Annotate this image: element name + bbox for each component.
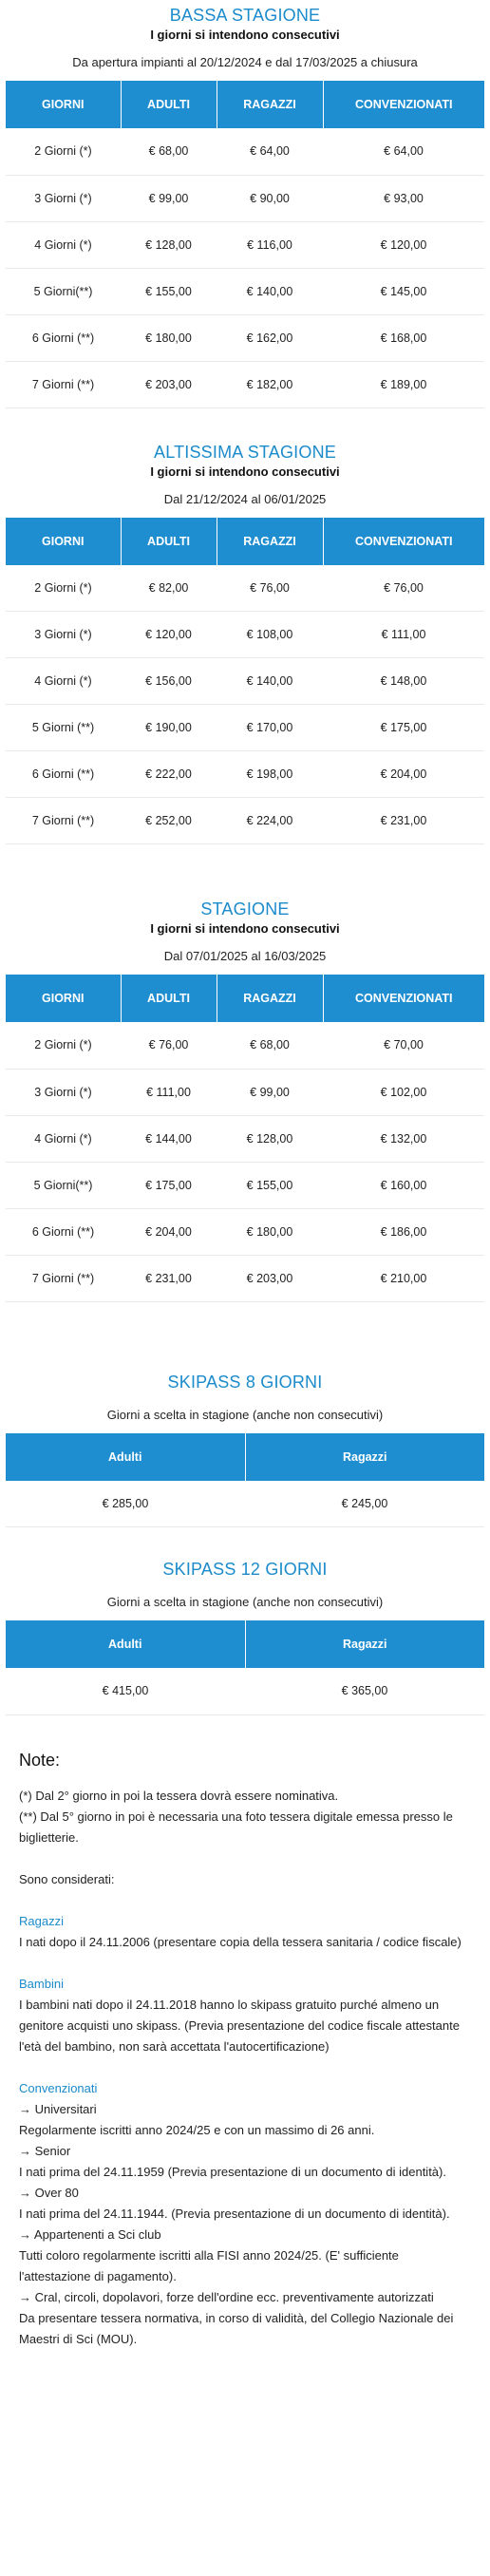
cell-days: 3 Giorni (*) <box>6 612 121 658</box>
col-header-giorni: GIORNI <box>6 518 121 565</box>
cell-ragazzi: € 140,00 <box>217 658 323 705</box>
notes-section <box>6 1750 484 2350</box>
cell-days: 3 Giorni (*) <box>6 175 121 221</box>
cell-adulti: € 82,00 <box>121 565 217 612</box>
cell-ragazzi: € 76,00 <box>217 565 323 612</box>
cell-days: 7 Giorni (**) <box>6 361 121 407</box>
cell-adulti: € 128,00 <box>121 221 217 268</box>
cell-convenzionati: € 111,00 <box>323 612 484 658</box>
cell-convenzionati: € 148,00 <box>323 658 484 705</box>
cell-days: 5 Giorni(**) <box>6 1162 121 1208</box>
cell-days: 5 Giorni (**) <box>6 705 121 751</box>
table-row <box>6 1668 484 1714</box>
cell-ragazzi: € 170,00 <box>217 705 323 751</box>
cell-days: 2 Giorni (*) <box>6 565 121 612</box>
cell-days: 3 Giorni (*) <box>6 1069 121 1115</box>
table-header-row <box>6 975 484 1022</box>
table-row <box>6 1115 484 1162</box>
table-header-row <box>6 518 484 565</box>
col-header-ragazzi: Ragazzi <box>245 1620 484 1668</box>
cell-days: 4 Giorni (*) <box>6 221 121 268</box>
cell-ragazzi: € 224,00 <box>217 798 323 844</box>
cell-ragazzi: € 180,00 <box>217 1208 323 1255</box>
cell-ragazzi: € 64,00 <box>217 128 323 175</box>
cell-convenzionati: € 204,00 <box>323 751 484 798</box>
cell-days: 5 Giorni(**) <box>6 268 121 314</box>
cell-ragazzi: € 155,00 <box>217 1162 323 1208</box>
section-bassa-stagione <box>6 0 484 408</box>
cell-days: 4 Giorni (*) <box>6 658 121 705</box>
section-dates: Da apertura impianti al 20/12/2024 e dal 17/03/2025 a chiusura <box>72 55 418 69</box>
table-row <box>6 1208 484 1255</box>
col-header-adulti: Adulti <box>6 1433 245 1481</box>
cell-days: 6 Giorni (**) <box>6 1208 121 1255</box>
cell-adulti: € 156,00 <box>121 658 217 705</box>
category-text-ragazzi: I nati dopo il 24.11.2006 (presentare copia della tessera sanitaria / codice fiscale) <box>19 1934 462 1949</box>
cell-adulti: € 111,00 <box>121 1069 217 1115</box>
conv-line: → Appartenenti a Sci club <box>19 2226 161 2242</box>
notes-heading: Note: <box>19 1750 61 1770</box>
col-header-convenzionati: CONVENZIONATI <box>323 975 484 1022</box>
table-row <box>6 1022 484 1069</box>
section-subtitle: I giorni si intendono consecutivi <box>150 28 340 42</box>
cell-ragazzi: € 140,00 <box>217 268 323 314</box>
col-header-giorni: GIORNI <box>6 81 121 128</box>
col-header-adulti: Adulti <box>6 1620 245 1668</box>
section-title: SKIPASS 12 GIORNI <box>162 1560 328 1579</box>
col-header-adulti: ADULTI <box>121 81 217 128</box>
table-row <box>6 751 484 798</box>
cell-adulti: € 285,00 <box>6 1481 245 1527</box>
table-row <box>6 798 484 844</box>
table-row <box>6 221 484 268</box>
cell-days: 7 Giorni (**) <box>6 798 121 844</box>
price-table-skipass-8 <box>6 1433 484 1528</box>
col-header-ragazzi: RAGAZZI <box>217 81 323 128</box>
cell-days: 6 Giorni (**) <box>6 314 121 361</box>
section-subtitle: I giorni si intendono consecutivi <box>150 464 340 479</box>
cell-adulti: € 68,00 <box>121 128 217 175</box>
table-row <box>6 361 484 407</box>
category-title-ragazzi: Ragazzi <box>19 1913 64 1928</box>
table-row <box>6 565 484 612</box>
cell-adulti: € 222,00 <box>121 751 217 798</box>
cell-ragazzi: € 116,00 <box>217 221 323 268</box>
cell-adulti: € 120,00 <box>121 612 217 658</box>
cell-adulti: € 144,00 <box>121 1115 217 1162</box>
cell-ragazzi: € 198,00 <box>217 751 323 798</box>
section-title: ALTISSIMA STAGIONE <box>154 442 336 462</box>
cell-adulti: € 190,00 <box>121 705 217 751</box>
table-row <box>6 268 484 314</box>
conv-line: Tutti coloro regolarmente iscritti alla FISI anno 2024/25. (E' sufficiente l'attestazione di pagamento). <box>19 2247 399 2283</box>
section-title: STAGIONE <box>200 900 290 919</box>
price-table-stagione <box>6 975 484 1302</box>
cell-convenzionati: € 120,00 <box>323 221 484 268</box>
section-skipass-12 <box>6 1560 484 1715</box>
cell-adulti: € 252,00 <box>121 798 217 844</box>
section-title: SKIPASS 8 GIORNI <box>167 1372 323 1392</box>
price-table-skipass-12 <box>6 1620 484 1715</box>
section-dates: Dal 21/12/2024 al 06/01/2025 <box>163 491 327 506</box>
cell-days: 6 Giorni (**) <box>6 751 121 798</box>
price-table-altissima <box>6 518 484 845</box>
cell-adulti: € 231,00 <box>121 1255 217 1301</box>
section-skipass-8 <box>6 1373 484 1528</box>
cell-convenzionati: € 93,00 <box>323 175 484 221</box>
section-description: Giorni a scelta in stagione (anche non consecutivi) <box>106 1407 384 1422</box>
table-header-row <box>6 1620 484 1668</box>
cell-ragazzi: € 365,00 <box>245 1668 484 1714</box>
cell-convenzionati: € 210,00 <box>323 1255 484 1301</box>
col-header-adulti: ADULTI <box>121 975 217 1022</box>
cell-adulti: € 155,00 <box>121 268 217 314</box>
table-row <box>6 314 484 361</box>
cell-adulti: € 415,00 <box>6 1668 245 1714</box>
cell-ragazzi: € 182,00 <box>217 361 323 407</box>
cell-adulti: € 204,00 <box>121 1208 217 1255</box>
table-header-row <box>6 81 484 128</box>
cell-ragazzi: € 68,00 <box>217 1022 323 1069</box>
conv-line: I nati prima del 24.11.1959 (Previa presentazione di un documento di identità). <box>19 2164 446 2179</box>
cell-ragazzi: € 99,00 <box>217 1069 323 1115</box>
conv-line: Regolarmente iscritti anno 2024/25 e con un massimo di 26 anni. <box>19 2122 375 2137</box>
cell-adulti: € 99,00 <box>121 175 217 221</box>
cell-convenzionati: € 186,00 <box>323 1208 484 1255</box>
table-row <box>6 705 484 751</box>
section-title: BASSA STAGIONE <box>169 6 321 25</box>
cell-adulti: € 180,00 <box>121 314 217 361</box>
cell-convenzionati: € 189,00 <box>323 361 484 407</box>
cell-convenzionati: € 102,00 <box>323 1069 484 1115</box>
cell-convenzionati: € 64,00 <box>323 128 484 175</box>
cell-convenzionati: € 70,00 <box>323 1022 484 1069</box>
cell-ragazzi: € 203,00 <box>217 1255 323 1301</box>
cell-convenzionati: € 168,00 <box>323 314 484 361</box>
col-header-adulti: ADULTI <box>121 518 217 565</box>
table-row <box>6 128 484 175</box>
col-header-convenzionati: CONVENZIONATI <box>323 81 484 128</box>
section-description: Giorni a scelta in stagione (anche non consecutivi) <box>106 1595 384 1609</box>
cell-convenzionati: € 145,00 <box>323 268 484 314</box>
table-header-row <box>6 1433 484 1481</box>
table-row <box>6 612 484 658</box>
section-subtitle: I giorni si intendono consecutivi <box>150 921 340 936</box>
note-line: (**) Dal 5° giorno in poi è necessaria una foto tessera digitale emessa presso le biglietterie. <box>19 1809 453 1845</box>
note-line: (*) Dal 2° giorno in poi la tessera dovrà essere nominativa. <box>19 1788 339 1803</box>
col-header-giorni: GIORNI <box>6 975 121 1022</box>
cell-convenzionati: € 160,00 <box>323 1162 484 1208</box>
cell-ragazzi: € 90,00 <box>217 175 323 221</box>
col-header-ragazzi: RAGAZZI <box>217 975 323 1022</box>
price-table-bassa <box>6 81 484 408</box>
category-title-bambini: Bambini <box>19 1976 64 1991</box>
cell-days: 2 Giorni (*) <box>6 128 121 175</box>
cell-convenzionati: € 175,00 <box>323 705 484 751</box>
cell-ragazzi: € 128,00 <box>217 1115 323 1162</box>
col-header-convenzionati: CONVENZIONATI <box>323 518 484 565</box>
col-header-ragazzi: Ragazzi <box>245 1433 484 1481</box>
conv-line: → Senior <box>19 2143 71 2158</box>
table-row <box>6 1255 484 1301</box>
category-text-bambini: I bambini nati dopo il 24.11.2018 hanno lo skipass gratuito purché almeno un genitore acquisti uno skipass. (Previa presentazione del codice fiscale attestante l'età del bambino, non sarà accettata l'autocertificazione) <box>19 1997 460 2054</box>
considered-label: Sono considerati: <box>19 1871 115 1886</box>
conv-line: → Cral, circoli, dopolavori, forze dell'ordine ecc. preventivamente autorizzati <box>19 2289 434 2304</box>
cell-convenzionati: € 76,00 <box>323 565 484 612</box>
cell-days: 2 Giorni (*) <box>6 1022 121 1069</box>
table-row <box>6 1069 484 1115</box>
conv-line: Da presentare tessera normativa, in corso di validità, del Collegio Nazionale dei Maestri di Sci (MOU). <box>19 2310 454 2346</box>
section-stagione <box>6 900 484 1302</box>
table-row <box>6 1481 484 1527</box>
table-row <box>6 658 484 705</box>
cell-days: 7 Giorni (**) <box>6 1255 121 1301</box>
cell-adulti: € 175,00 <box>121 1162 217 1208</box>
table-row <box>6 1162 484 1208</box>
conv-line: I nati prima del 24.11.1944. (Previa presentazione di un documento di identità). <box>19 2206 450 2221</box>
table-row <box>6 175 484 221</box>
conv-line: → Universitari <box>19 2101 97 2116</box>
cell-adulti: € 203,00 <box>121 361 217 407</box>
cell-ragazzi: € 108,00 <box>217 612 323 658</box>
col-header-ragazzi: RAGAZZI <box>217 518 323 565</box>
cell-ragazzi: € 162,00 <box>217 314 323 361</box>
cell-convenzionati: € 132,00 <box>323 1115 484 1162</box>
section-altissima-stagione <box>6 443 484 845</box>
section-dates: Dal 07/01/2025 al 16/03/2025 <box>163 949 327 963</box>
cell-convenzionati: € 231,00 <box>323 798 484 844</box>
cell-days: 4 Giorni (*) <box>6 1115 121 1162</box>
conv-line: → Over 80 <box>19 2185 79 2200</box>
category-title-convenzionati: Convenzionati <box>19 2080 98 2095</box>
cell-ragazzi: € 245,00 <box>245 1481 484 1527</box>
cell-adulti: € 76,00 <box>121 1022 217 1069</box>
